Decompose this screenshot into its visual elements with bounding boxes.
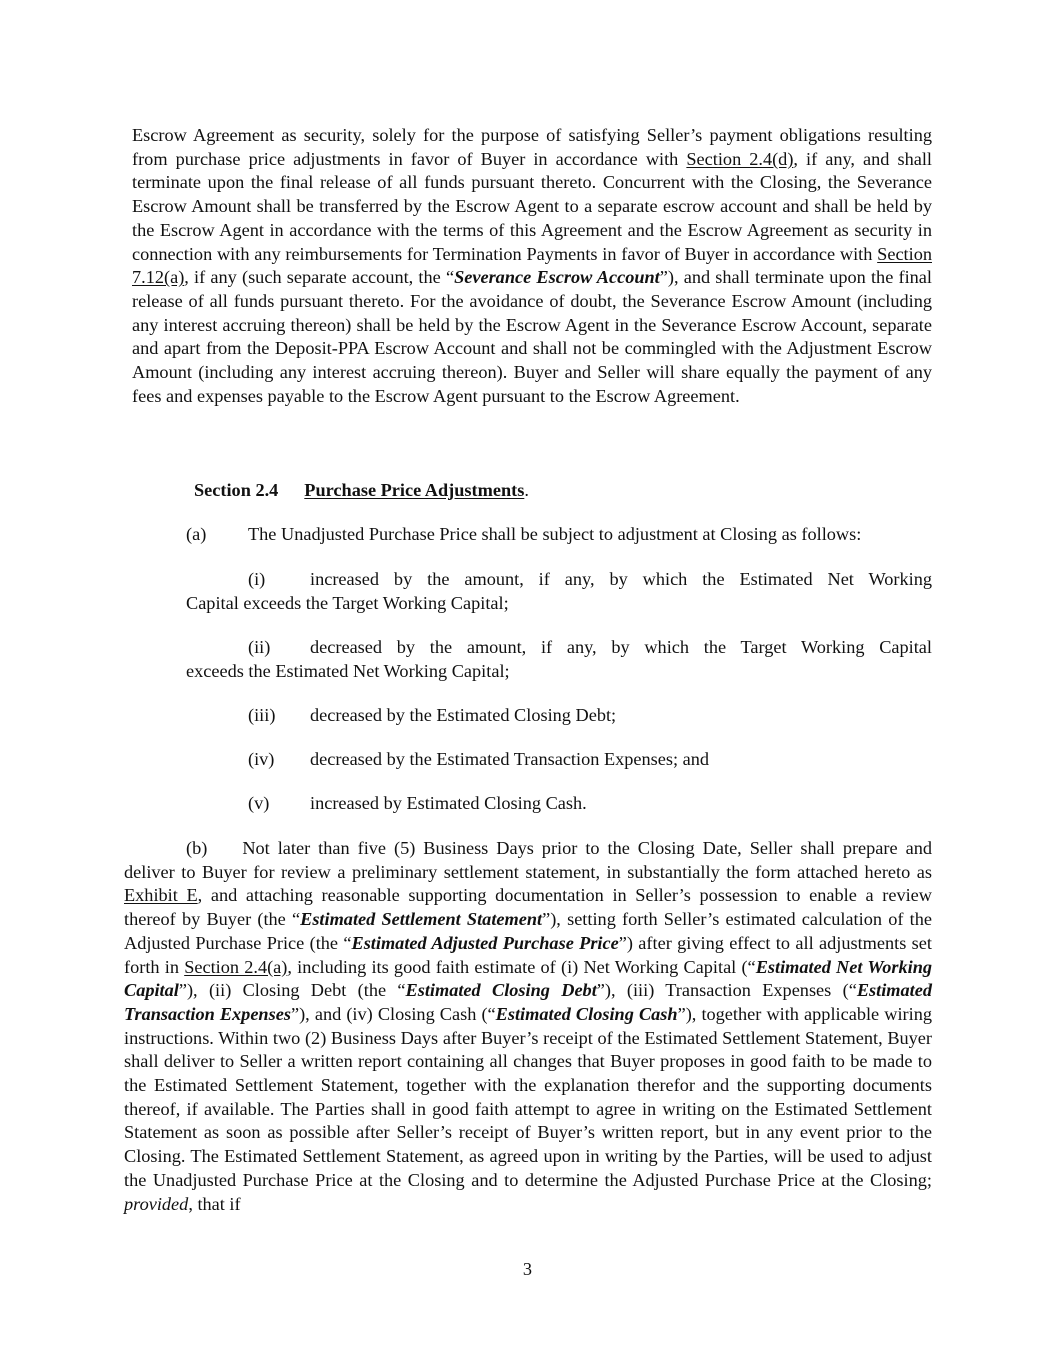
para-text: , that if bbox=[188, 1193, 241, 1214]
list-item-i-continuation bbox=[186, 592, 509, 616]
defined-term: Estimated Adjusted Purchase Price bbox=[351, 932, 619, 953]
para-text: ”), (iii) Transaction Expenses (“ bbox=[596, 980, 857, 1001]
list-item-text-line2: exceeds the Estimated Net Working Capital; bbox=[186, 661, 510, 681]
para-text: ”), (ii) Closing Debt (the “ bbox=[178, 980, 406, 1001]
italic-term: provided bbox=[124, 1193, 189, 1214]
section-number: Section 2.4 bbox=[194, 480, 279, 500]
subsection-label: (b) bbox=[186, 838, 208, 858]
para-text: Not later than five (5) Business Days prior to the Closing Date, Seller shall prepare and deliver to Buyer for review a preliminary settlement statement, in substantially the form attached hereto as bbox=[124, 838, 932, 882]
subsection-text: The Unadjusted Purchase Price shall be subject to adjustment at Closing as follows: bbox=[248, 524, 862, 544]
list-item-text-line1: increased by the amount, if any, by which the Estimated Net Working bbox=[310, 569, 932, 589]
section-reference-link: Section 2.4(d) bbox=[686, 148, 794, 169]
list-item-text: decreased by the Estimated Transaction Expenses; and bbox=[310, 749, 710, 769]
list-item-label: (i) bbox=[248, 569, 266, 589]
list-item-label: (ii) bbox=[248, 637, 271, 657]
list-item-text: increased by Estimated Closing Cash. bbox=[310, 793, 587, 813]
para-text: ”), and (iv) Closing Cash (“ bbox=[290, 1003, 496, 1024]
defined-term: Estimated Settlement Statement bbox=[300, 909, 543, 930]
list-item-text: decreased by the Estimated Closing Debt; bbox=[310, 705, 617, 725]
escrow-paragraph bbox=[132, 124, 932, 408]
defined-term: Estimated Closing Cash bbox=[495, 1003, 678, 1024]
list-item-label: (iv) bbox=[248, 749, 275, 769]
para-text: , if any, and shall terminate upon the final release of all funds pursuant thereto. Concurrent with the Closing, the Severance Escrow Amount shall be transferred by the Escrow Agent to a separate escrow account and shall be held by the Escrow Agent in accordance with the terms of this Agreement and the Escrow Agreement as security in connection with any reimbursements for Termination Payments in favor of Buyer in accordance with bbox=[132, 148, 932, 264]
para-text: ”), together with applicable wiring instructions. Within two (2) Business Days after Buyer’s receipt of the Estimated Settlement Statement, Buyer shall deliver to Seller a written report containing all changes that Buyer proposes in good faith to be made to the Estimated Settlement Statement, together with the explanation therefor and the supporting documents thereof, if available. The Parties shall in good faith attempt to agree in writing on the Estimated Settlement Statement as soon as possible after Seller’s receipt of Buyer’s written report, but in any event prior to the Closing. The Estimated Settlement Statement, as agreed upon in writing by the Parties, will be used to adjust the Unadjusted Purchase Price at the Closing and to determine the Adjusted Purchase Price at the Closing; bbox=[124, 1003, 932, 1190]
list-item-text-line1: decreased by the amount, if any, by which the Target Working Capital bbox=[310, 637, 932, 657]
list-item-label: (iii) bbox=[248, 705, 276, 725]
para-text: ”) after giving effect to all adjustments set forth in bbox=[124, 932, 932, 977]
para-text: Escrow Agreement as security, solely for the purpose of satisfying Seller’s payment obligations resulting from purchase price adjustments in favor of Buyer in accordance with bbox=[132, 125, 932, 169]
page-number: 3 bbox=[522, 1259, 533, 1279]
list-item-label: (v) bbox=[248, 793, 270, 813]
defined-term: Estimated Transaction Expenses bbox=[124, 980, 932, 1024]
list-item-text-line2: Capital exceeds the Target Working Capital; bbox=[186, 593, 509, 613]
section-reference-link: Section 2.4(a) bbox=[184, 956, 288, 977]
section-heading bbox=[194, 479, 529, 503]
defined-term: Estimated Closing Debt bbox=[405, 980, 597, 1001]
list-item-ii-continuation bbox=[186, 660, 510, 684]
para-text: , and attaching reasonable supporting documentation in Seller’s possession to enable a review thereof by Buyer (the “ bbox=[124, 885, 932, 930]
section-title: Purchase Price Adjustments bbox=[304, 480, 525, 500]
para-text: ”), and shall terminate upon the final release of all funds pursuant thereto. For the avoidance of doubt, the Severance Escrow Amount (including any interest accruing thereon) shall be held by the Escrow Agent in the Severance Escrow Account, separate and apart from the Deposit-PPA Escrow Account and shall not be commingled with the Adjustment Escrow Amount (including any interest accruing thereon). Buyer and Seller will share equally the payment of any fees and expenses payable to the Escrow Agent pursuant to the Escrow Agreement. bbox=[132, 267, 932, 406]
para-text: , if any (such separate account, the “ bbox=[184, 267, 455, 288]
section-heading-period: . bbox=[524, 480, 529, 500]
para-text: , including its good faith estimate of (i) Net Working Capital (“ bbox=[287, 956, 756, 977]
exhibit-reference-link: Exhibit E bbox=[124, 885, 198, 906]
defined-term: Estimated Net Working Capital bbox=[124, 956, 933, 1001]
section-reference-link: Section 7.12(a) bbox=[132, 243, 932, 288]
para-text: ”), setting forth Seller’s estimated calculation of the Adjusted Purchase Price (the “ bbox=[124, 909, 932, 953]
subsection-label: (a) bbox=[186, 524, 207, 544]
subsection-b-paragraph bbox=[124, 837, 932, 1216]
defined-term: Severance Escrow Account bbox=[454, 267, 660, 288]
